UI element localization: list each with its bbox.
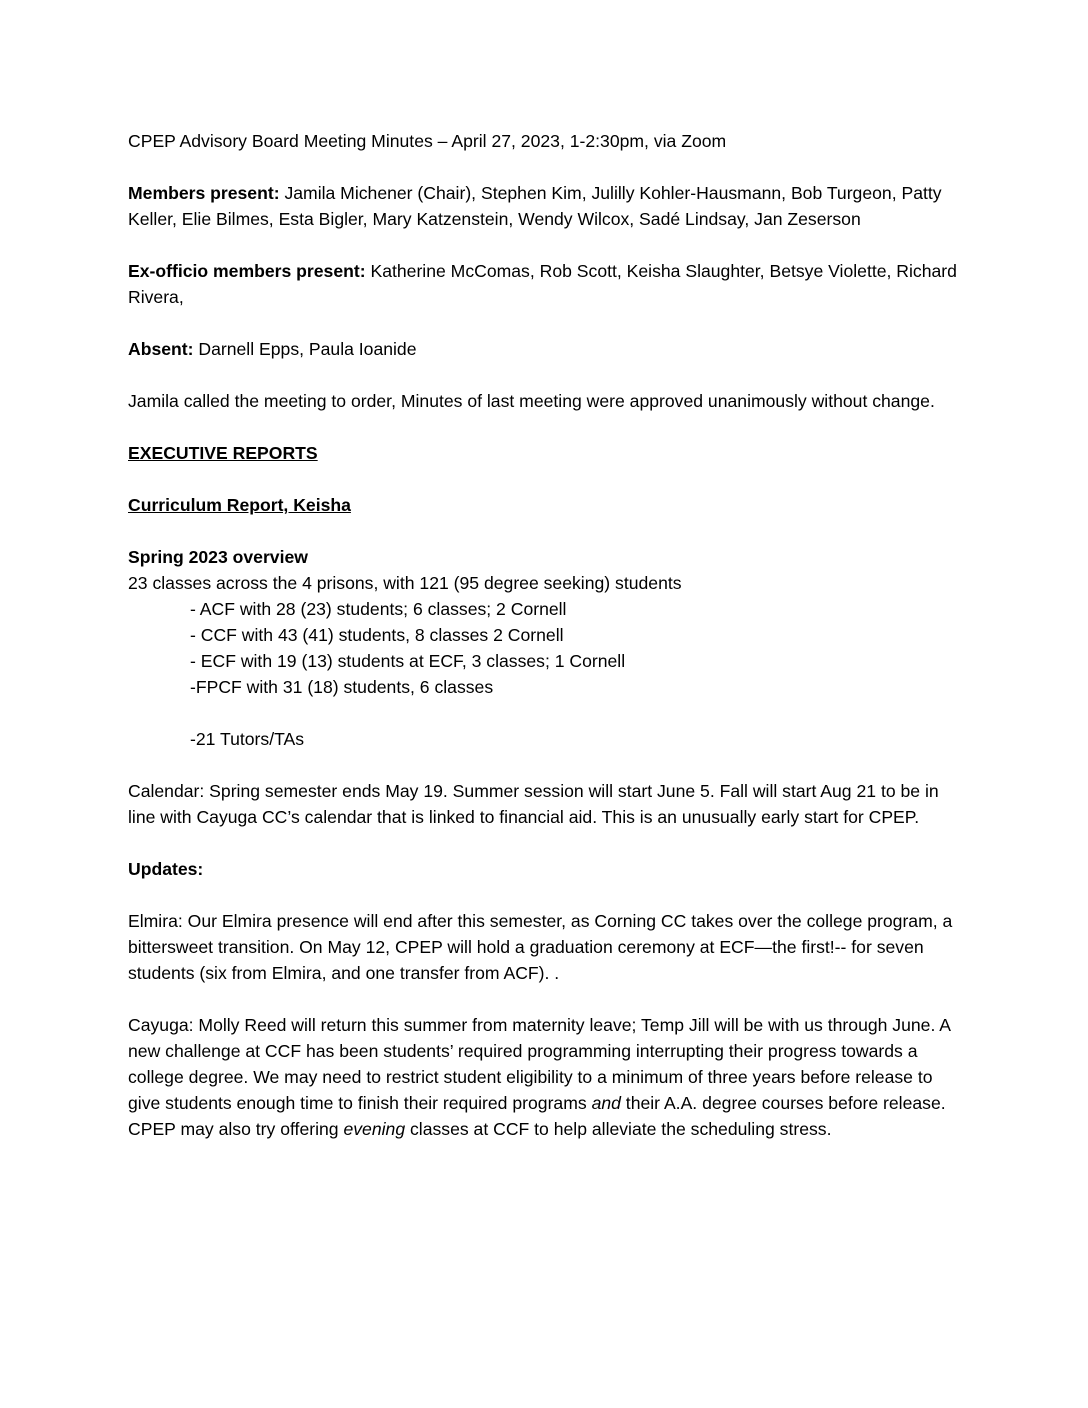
document-title: CPEP Advisory Board Meeting Minutes – April 27, 2023, 1-2:30pm, via Zoom xyxy=(128,131,727,151)
cayuga-update xyxy=(128,1012,960,1142)
tutors-count: -21 Tutors/TAs xyxy=(190,729,305,749)
exofficio-members xyxy=(128,258,960,310)
document-body xyxy=(128,128,960,1142)
prison-item-ecf: - ECF with 19 (13) students at ECF, 3 classes; 1 Cornell xyxy=(190,651,626,671)
members-present-list: Jamila Michener (Chair), Stephen Kim, Julilly Kohler-Hausmann, Bob Turgeon, Patty Keller, Elie Bilmes, Esta Bigler, Mary Katzenstein, Wendy Wilcox, Sadé Lindsay, Jan Zeserson xyxy=(128,183,942,229)
exofficio-members-label: Ex-officio members present: xyxy=(128,261,366,281)
absent-members xyxy=(128,336,960,362)
cayuga-emphasis-and: and xyxy=(591,1093,621,1113)
members-present xyxy=(128,180,960,232)
updates-heading: Updates: xyxy=(128,859,204,879)
elmira-update: Elmira: Our Elmira presence will end after this semester, as Corning CC takes over the college program, a bittersweet transition. On May 12, CPEP will hold a graduation ceremony at ECF—the first!-- for seven students (six from Elmira, and one transfer from ACF). . xyxy=(128,911,953,983)
spring-overview-summary: 23 classes across the 4 prisons, with 121 (95 degree seeking) students xyxy=(128,573,682,593)
absent-list: Darnell Epps, Paula Ioanide xyxy=(193,339,417,359)
prison-item-acf: - ACF with 28 (23) students; 6 classes; 2 Cornell xyxy=(190,599,567,619)
members-present-label: Members present: xyxy=(128,183,280,203)
cayuga-text-1: Cayuga: Molly Reed will return this summer from maternity leave; Temp Jill will be with us through June. A new challenge at CCF has been students’ required programming interrupting their progress towards a college degree. We may need to restrict student eligibility to a minimum of three years before release to give students enough time to finish their required programs xyxy=(128,1015,951,1113)
curriculum-report-heading: Curriculum Report, Keisha xyxy=(128,495,351,515)
absent-label: Absent: xyxy=(128,339,194,359)
cayuga-emphasis-evening: evening xyxy=(343,1119,406,1139)
cayuga-text-2: their A.A. degree courses before release. CPEP may also try offering xyxy=(128,1093,946,1139)
spring-overview-heading: Spring 2023 overview xyxy=(128,547,308,567)
opening-paragraph: Jamila called the meeting to order, Minutes of last meeting were approved unanimously without change. xyxy=(128,391,935,411)
exofficio-members-list: Katherine McComas, Rob Scott, Keisha Slaughter, Betsye Violette, Richard Rivera, xyxy=(128,261,957,307)
calendar-paragraph: Calendar: Spring semester ends May 19. Summer session will start June 5. Fall will start Aug 21 to be in line with Cayuga CC’s calendar that is linked to financial aid. This is an unusually early start for CPEP. xyxy=(128,781,939,827)
section-heading-executive-reports: EXECUTIVE REPORTS xyxy=(128,443,318,463)
cayuga-text-3: classes at CCF to help alleviate the scheduling stress. xyxy=(405,1119,832,1139)
prison-item-fpcf: -FPCF with 31 (18) students, 6 classes xyxy=(190,677,494,697)
prison-item-ccf: - CCF with 43 (41) students, 8 classes 2 Cornell xyxy=(190,625,564,645)
